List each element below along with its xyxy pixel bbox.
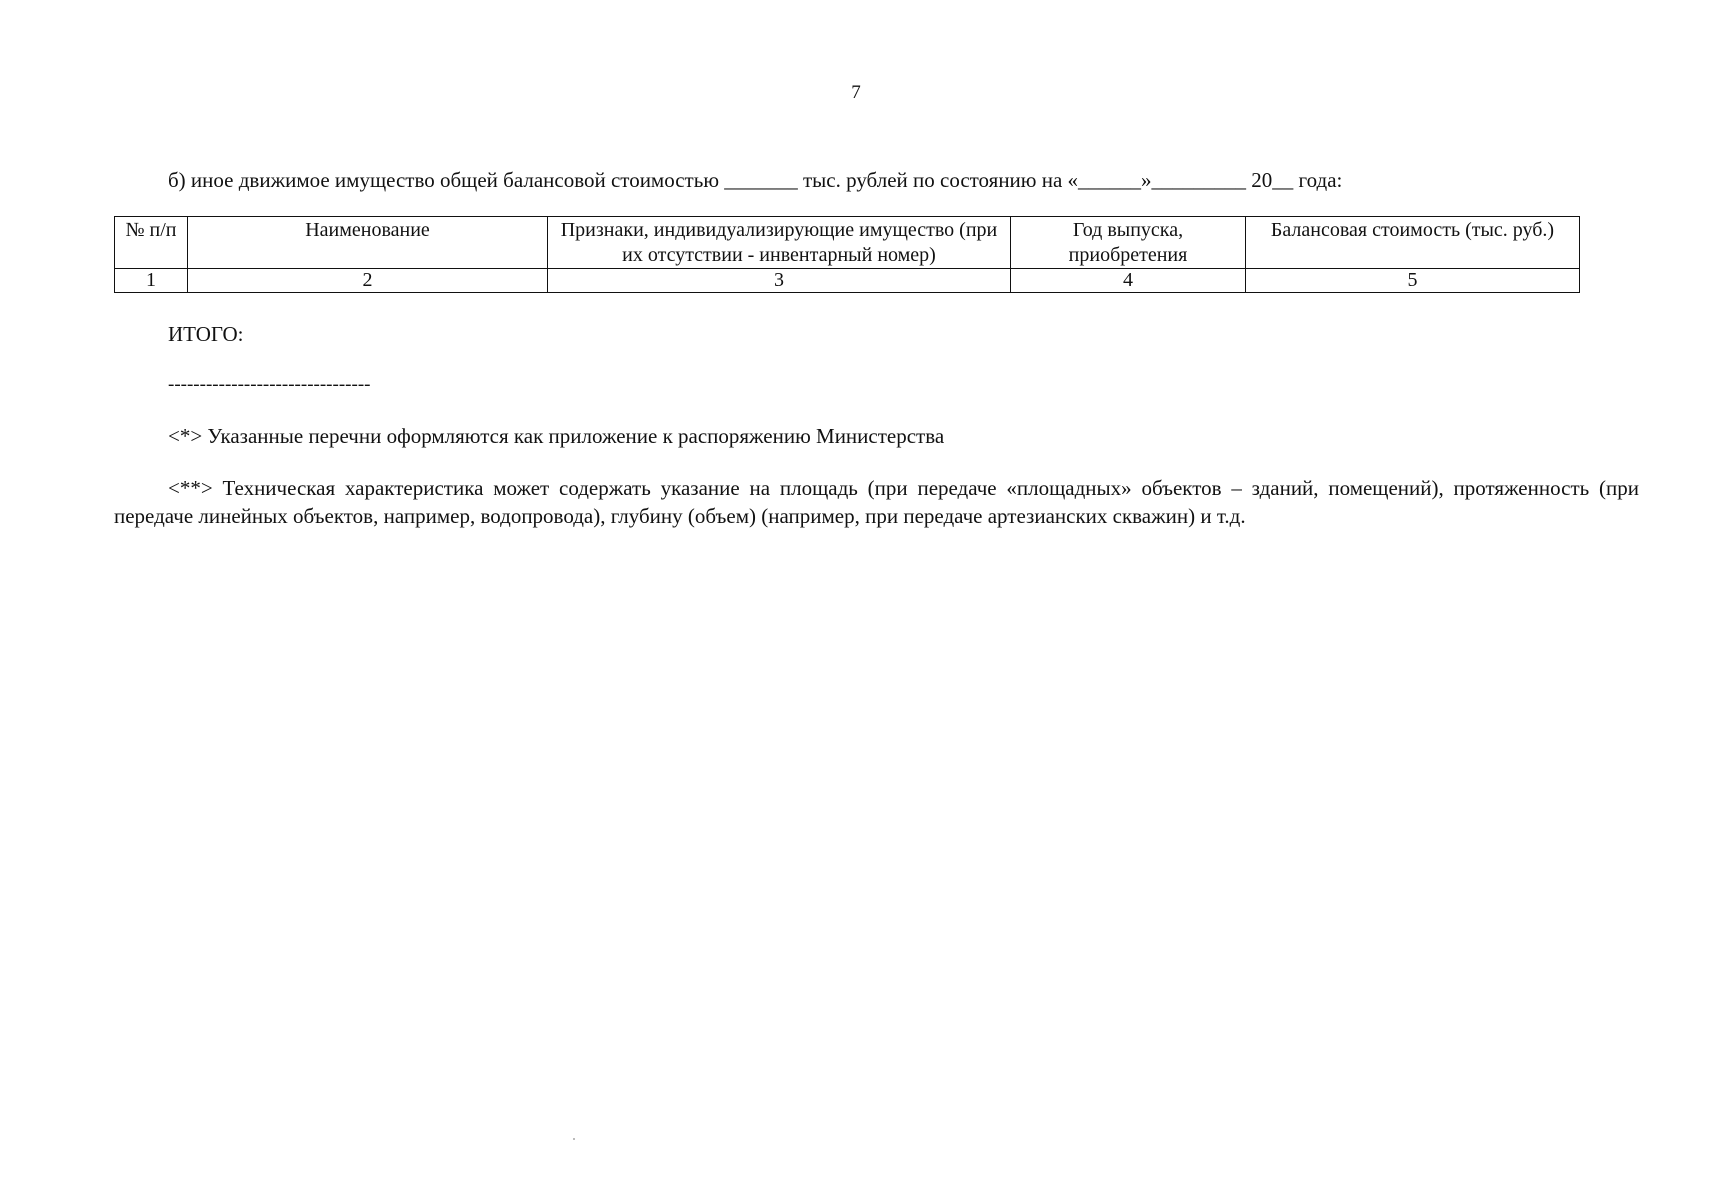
intro-line: б) иное движимое имущество общей балансовой стоимостью _______ тыс. рублей по состоянию на «______»_________ 20__ года:: [168, 168, 1343, 192]
header-identifying-features: Признаки, индивидуализирующие имущество (при их отсутствии - инвентарный номер): [548, 217, 1011, 269]
column-number-2: 2: [188, 269, 548, 293]
header-name: Наименование: [188, 217, 548, 269]
table-header-row: [115, 217, 1580, 269]
header-year: Год выпуска, приобретения: [1011, 217, 1246, 269]
column-number-4: 4: [1011, 269, 1246, 293]
column-number-5: 5: [1246, 269, 1580, 293]
footnote-1: <*> Указанные перечни оформляются как приложение к распоряжению Министерства: [168, 424, 945, 448]
page-number: 7: [851, 82, 861, 103]
movable-property-table: [114, 216, 1580, 293]
column-number-1: 1: [115, 269, 188, 293]
footnote-separator: --------------------------------: [168, 374, 371, 395]
header-balance-value: Балансовая стоимость (тыс. руб.): [1246, 217, 1580, 269]
footnote-2: <**> Техническая характеристика может содержать указание на площадь (при передаче «площадных» объектов – зданий, помещений), протяженность (при передаче линейных объектов, например, водопровода), глубину (объем) (например, при передаче артезианских скважин) и т.д.: [114, 476, 1639, 528]
total-label: ИТОГО:: [168, 322, 244, 346]
scan-speck: [573, 1138, 575, 1140]
table-row: [115, 269, 1580, 293]
header-number: № п/п: [115, 217, 188, 269]
column-number-3: 3: [548, 269, 1011, 293]
